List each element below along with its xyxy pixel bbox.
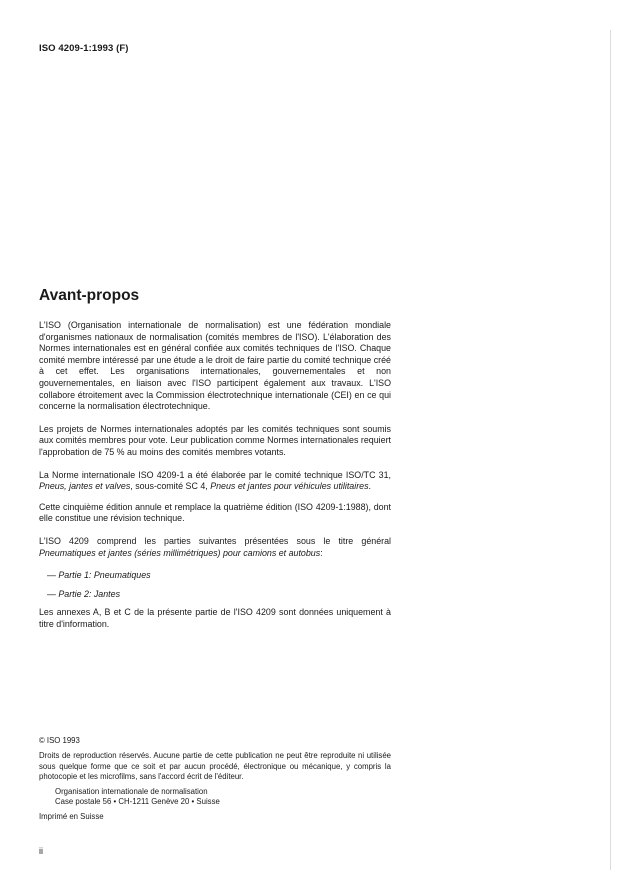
tc-title: Pneus, jantes et valves [39, 481, 131, 492]
list-item-part-1: — Partie 1: Pneumatiques [47, 570, 151, 581]
paragraph-draft-standards: Les projets de Normes internationales adoptés par les comités techniques sont soumis aux comités membres pour vote. Leur publication comme Normes internationales requiert l'approbation de 75 % au moins des comités membres votants. [39, 423, 391, 457]
margin-rule [610, 30, 611, 870]
list-item-part-2: — Partie 2: Jantes [47, 588, 121, 599]
postal-address: Case postale 56 • CH-1211 Genève 20 • Suisse [55, 797, 220, 807]
committee-text-c: . [368, 481, 372, 492]
general-title: Pneumatiques et jantes (séries millimétriques) pour camions et autobus [39, 547, 321, 558]
parts-text-a: L'ISO 4209 comprend les parties suivantes présentées sous le titre général [39, 535, 391, 546]
publisher-name: Organisation internationale de normalisation [55, 786, 208, 796]
committee-text-b: , sous-comité SC 4, [130, 481, 211, 492]
paragraph-iso-organisation: L'ISO (Organisation internationale de normalisation) est une fédération mondiale d'organismes nationaux de normalisation (comités membres de l'ISO). L'élaboration des Normes internationales est en général confiée aux comités techniques de l'ISO. Chaque comité membre intéressé par une étude a le droit de faire partie du comité technique créé à cet effet. Les organisations internationales, gouvernementales et non gouvernementales, en liaison avec l'ISO participent également aux travaux. L'ISO collabore étroitement avec la Commission électrotechnique internationale (CEI) en ce qui concerne la normalisation électrotechnique. [39, 320, 391, 412]
rights-statement: Droits de reproduction réservés. Aucune partie de cette publication ne peut être reproduite ni utilisée sous quelque forme que ce soit et par aucun procédé, électronique ou mécanique, y compris la photocopie et les microfilms, sans l'accord écrit de l'éditeur. [39, 751, 391, 782]
copyright-notice: © ISO 1993 [39, 736, 80, 745]
publisher-address [55, 787, 391, 808]
paragraph-parts [39, 536, 391, 559]
foreword-body [39, 320, 391, 641]
paragraph-annexes: Les annexes A, B et C de la présente partie de l'ISO 4209 sont données uniquement à titre d'information. [39, 607, 391, 629]
committee-text-a: La Norme internationale ISO 4209-1 a été élaborée par le comité technique ISO/TC 31, [39, 469, 391, 480]
parts-text-b: : [320, 547, 323, 558]
document-reference: ISO 4209-1:1993 (F) [39, 43, 129, 54]
sc-title: Pneus et jantes pour véhicules utilitaires [210, 481, 369, 492]
section-title: Avant-propos [39, 287, 140, 304]
copyright-block [39, 736, 391, 823]
page-number: ii [39, 846, 43, 856]
paragraph-edition: Cette cinquième édition annule et remplace la quatrième édition (ISO 4209-1:1988), dont elle constitue une révision technique. [39, 501, 391, 524]
printed-in: Imprimé en Suisse [39, 812, 104, 822]
paragraph-committee [39, 470, 391, 493]
